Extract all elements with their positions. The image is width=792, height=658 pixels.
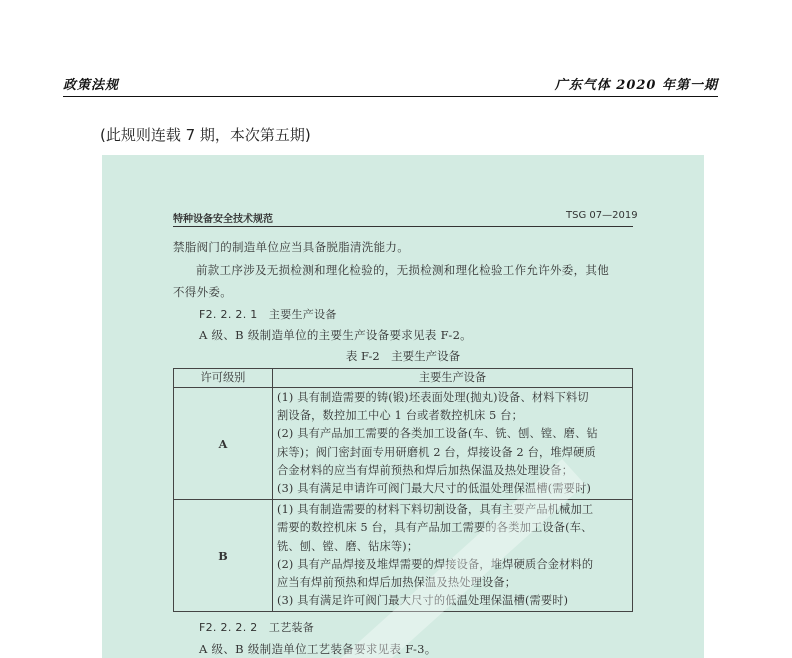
table-caption: 表 F-2 主要生产设备 <box>345 349 461 363</box>
requirement-line: (1) 具有制造需要的铸(锻)坯表面处理(抛丸)设备、材料下料切 <box>277 391 589 404</box>
requirement-line: 割设备，数控加工中心 1 台或者数控机床 5 台； <box>277 409 524 423</box>
requirement-line: 应当有焊前预热和焊后加热保温及热处理设备； <box>277 576 517 590</box>
requirements-cell <box>273 500 633 612</box>
paragraph: A 级、B 级制造单位工艺装备要求见表 F-3。 <box>199 642 437 656</box>
requirement-line: (1) 具有制造需要的材料下料切割设备，具有主要产品机械加工 <box>277 503 594 517</box>
header-rule <box>63 96 718 97</box>
section-heading: F2. 2. 2. 2 工艺装备 <box>199 621 315 634</box>
requirement-line: 合金材料的应当有焊前预热和焊后加热保温及热处理设备； <box>277 463 574 477</box>
running-header-section: 政策法规 <box>63 78 120 93</box>
requirement-line: 铣、刨、镗、磨、钻床等)； <box>277 539 419 553</box>
column-header-level: 许可级别 <box>174 369 273 388</box>
level-cell: B <box>174 500 273 612</box>
paragraph: 禁脂阀门的制造单位应当具备脱脂清洗能力。 <box>173 240 409 254</box>
table-header-row <box>174 369 633 388</box>
equipment-table <box>173 368 633 612</box>
standard-header-rule <box>173 226 633 227</box>
running-header-issue: 广东气体 2020 年第一期 <box>554 78 718 93</box>
standard-title: 特种设备安全技术规范 <box>173 214 273 225</box>
scanned-page <box>102 155 704 658</box>
paragraph: 前款工序涉及无损检测和理化检验的，无损检测和理化检验工作允许外委，其他 <box>196 263 609 277</box>
requirement-line: (2) 具有产品加工需要的各类加工设备(车、铣、刨、镗、磨、钻 <box>277 427 598 441</box>
standard-code: TSG 07—2019 <box>566 210 638 221</box>
table-row <box>174 388 633 500</box>
section-heading: F2. 2. 2. 1 主要生产设备 <box>199 308 337 321</box>
table-row <box>174 500 633 612</box>
requirement-line: 需要的数控机床 5 台，具有产品加工需要的各类加工设备(车、 <box>277 521 593 535</box>
requirement-line: 床等)；阀门密封面专用研磨机 2 台，焊接设备 2 台，堆焊硬质 <box>277 445 596 459</box>
paragraph: 不得外委。 <box>173 285 232 299</box>
requirement-line: (3) 具有满足申请许可阀门最大尺寸的低温处理保温槽(需要时) <box>277 482 592 496</box>
column-header-equipment: 主要生产设备 <box>273 369 633 388</box>
requirement-line: (3) 具有满足许可阀门最大尺寸的低温处理保温槽(需要时) <box>277 594 569 608</box>
paragraph: A 级、B 级制造单位的主要生产设备要求见表 F-2。 <box>199 328 472 342</box>
level-cell: A <box>174 388 273 500</box>
serial-note: (此规则连载 7 期，本次第五期) <box>100 126 311 144</box>
requirements-cell <box>273 388 633 500</box>
requirement-line: (2) 具有产品焊接及堆焊需要的焊接设备，堆焊硬质合金材料的 <box>277 557 594 571</box>
